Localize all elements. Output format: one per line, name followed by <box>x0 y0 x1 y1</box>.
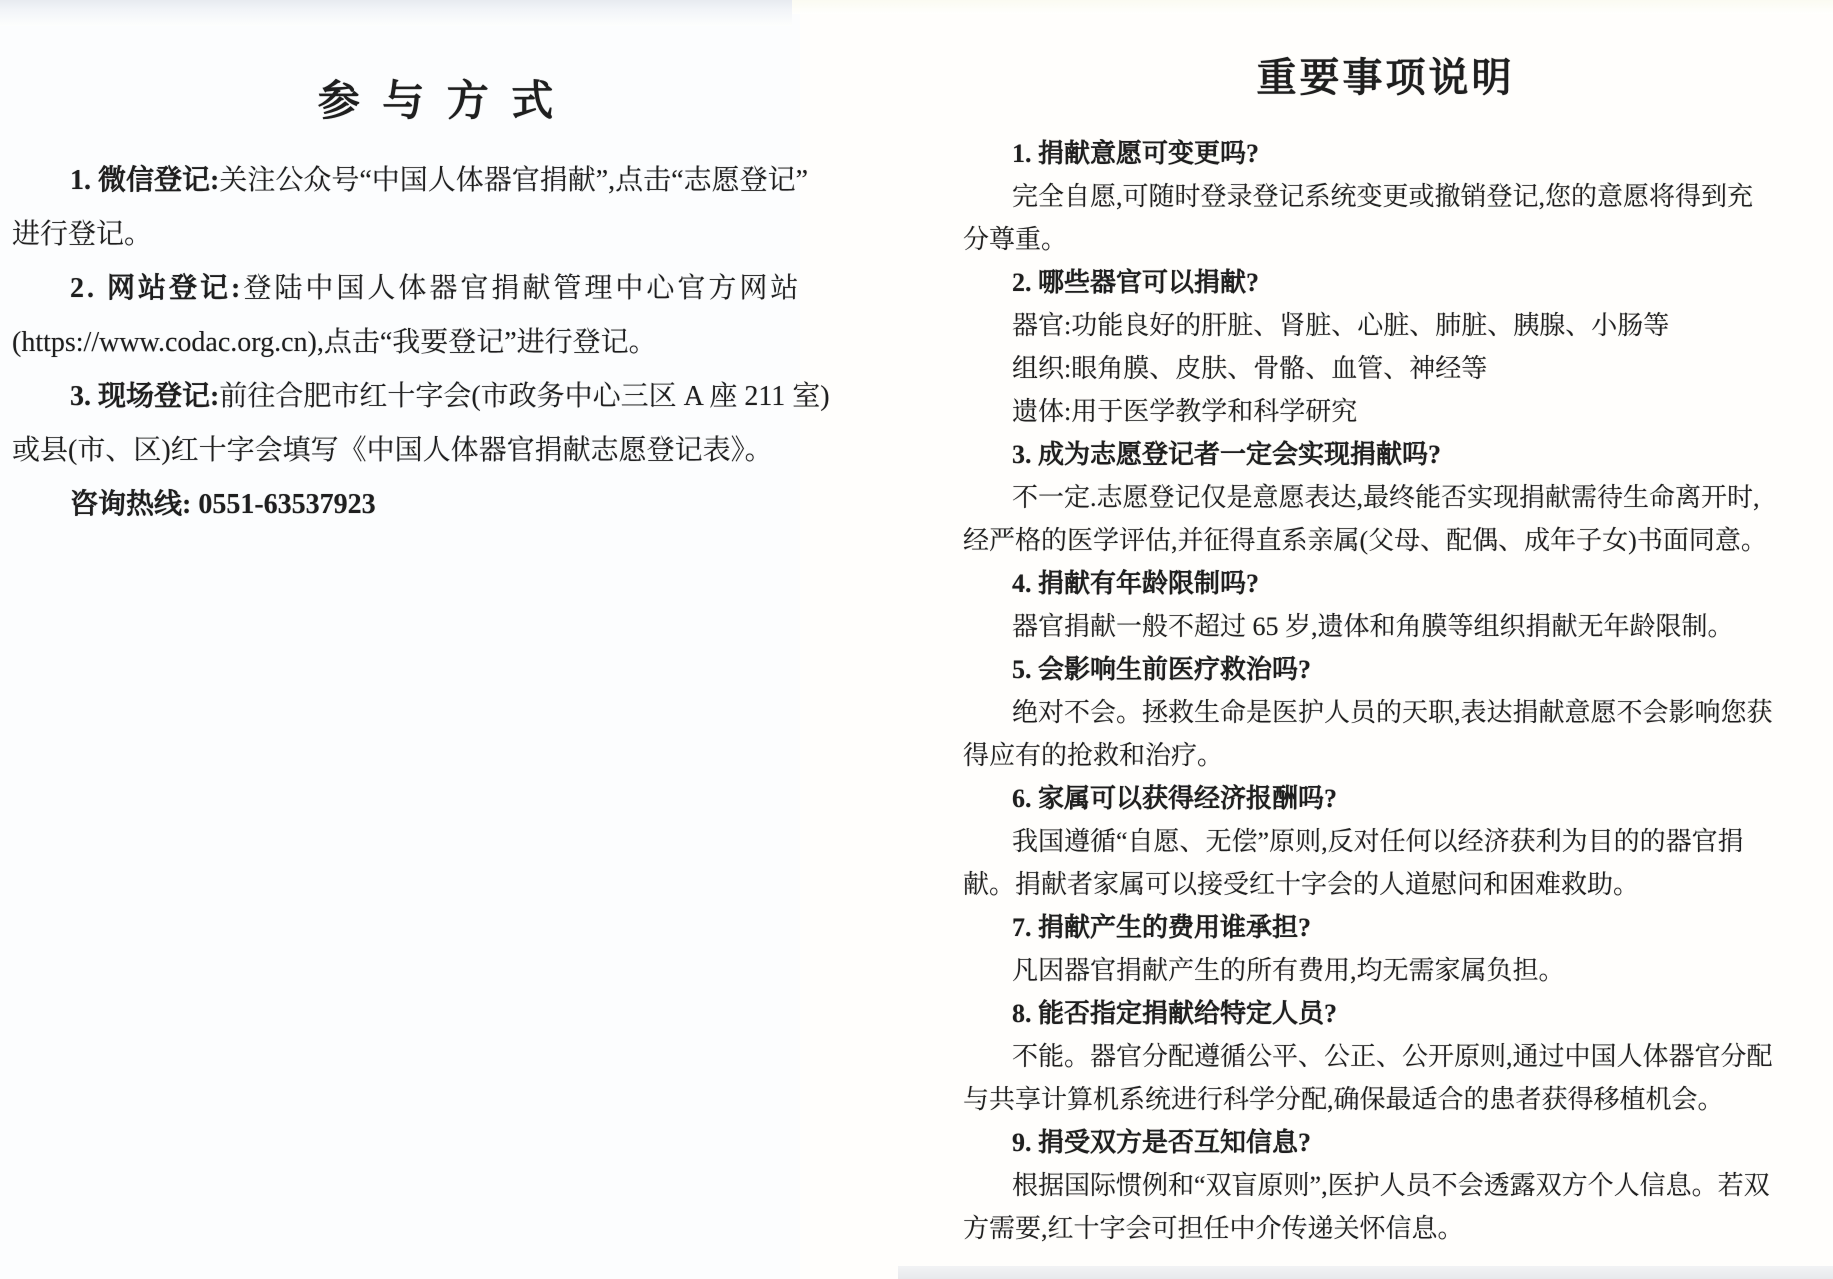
question-2: 2. 哪些器官可以捐献? <box>1012 268 1260 297</box>
answer-8-line-2: 与共享计算机系统进行科学分配,确保最适合的患者获得移植机会。 <box>963 1085 1724 1114</box>
answer-9-line-2: 方需要,红十字会可担任中介传递关怀信息。 <box>963 1214 1464 1243</box>
answer-3-line-2: 经严格的医学评估,并征得直系亲属(父母、配偶、成年子女)书面同意。 <box>963 526 1767 555</box>
question-6: 6. 家属可以获得经济报酬吗? <box>1012 784 1338 813</box>
answer-8-line-1: 不能。器官分配遵循公平、公正、公开原则,通过中国人体器官分配 <box>1012 1042 1773 1071</box>
wechat-registration-line-1 <box>12 154 912 208</box>
website-registration-line-1 <box>12 262 912 316</box>
wechat-registration-text: 关注公众号“中国人体器官捐献”,点击“志愿登记” <box>219 165 809 196</box>
answer-5-line-2: 得应有的抢救和治疗。 <box>963 741 1224 770</box>
codac-url-text: (https://www.codac.org.cn),点击“我要登记”进行登记。 <box>12 327 657 358</box>
answer-6-line-2: 献。捐献者家属可以接受红十字会的人道慰问和困难救助。 <box>963 870 1640 899</box>
wechat-registration-label: 1. 微信登记: <box>70 165 220 196</box>
wechat-registration-text-cont: 进行登记。 <box>12 219 153 250</box>
answer-3-line-1: 不一定.志愿登记仅是意愿表达,最终能否实现捐献需待生命离开时, <box>1012 483 1760 512</box>
answer-7: 凡因器官捐献产生的所有费用,均无需家属负担。 <box>1012 956 1565 985</box>
answer-1-line-2: 分尊重。 <box>963 225 1068 254</box>
website-registration-text: 登陆中国人体器官捐献管理中心官方网站 <box>243 273 802 304</box>
website-registration-label: 2. 网站登记: <box>70 273 244 304</box>
scan-artifact-top-strip <box>0 0 792 26</box>
wechat-registration-line-2 <box>12 208 912 262</box>
scan-artifact-top-right-strip <box>792 0 1833 14</box>
question-4: 4. 捐献有年龄限制吗? <box>1012 569 1260 598</box>
answer-6-line-1: 我国遵循“自愿、无偿”原则,反对任何以经济获利为目的的器官捐 <box>1012 827 1744 856</box>
scan-artifact-bottom-strip <box>898 1266 1833 1279</box>
answer-1-line-1: 完全自愿,可随时登录登记系统变更或撤销登记,您的意愿将得到充 <box>1012 182 1754 211</box>
question-9: 9. 捐受双方是否互知信息? <box>1012 1128 1312 1157</box>
left-page-title: 参 与 方 式 <box>317 79 560 125</box>
answer-2-tissues: 组织:眼角膜、皮肤、骨骼、血管、神经等 <box>1012 354 1488 383</box>
question-1: 1. 捐献意愿可变更吗? <box>1012 139 1260 168</box>
answer-2-body: 遗体:用于医学教学和科学研究 <box>1012 397 1358 426</box>
onsite-registration-label: 3. 现场登记: <box>70 381 220 412</box>
question-3: 3. 成为志愿登记者一定会实现捐献吗? <box>1012 440 1442 469</box>
answer-4: 器官捐献一般不超过 65 岁,遗体和角膜等组织捐献无年龄限制。 <box>1012 612 1734 641</box>
question-7: 7. 捐献产生的费用谁承担? <box>1012 913 1312 942</box>
answer-9-line-1: 根据国际惯例和“双盲原则”,医护人员不会透露双方个人信息。若双 <box>1012 1171 1770 1200</box>
onsite-registration-text-cont: 或县(市、区)红十字会填写《中国人体器官捐献志愿登记表》。 <box>12 435 773 466</box>
right-page-body <box>963 132 1833 1250</box>
right-page-title: 重要事项说明 <box>1256 55 1515 100</box>
answer-5-line-1: 绝对不会。拯救生命是医护人员的天职,表达捐献意愿不会影响您获 <box>1012 698 1773 727</box>
website-registration-line-2 <box>12 316 912 370</box>
onsite-registration-line-1 <box>12 370 912 424</box>
onsite-registration-line-2 <box>12 424 912 478</box>
hotline-line <box>12 478 912 532</box>
hotline-label: 咨询热线: 0551-63537923 <box>70 489 376 520</box>
onsite-registration-text: 前往合肥市红十字会(市政务中心三区 A 座 211 室) <box>219 381 830 412</box>
answer-2-organs: 器官:功能良好的肝脏、肾脏、心脏、肺脏、胰腺、小肠等 <box>1012 311 1670 340</box>
question-5: 5. 会影响生前医疗救治吗? <box>1012 655 1312 684</box>
question-8: 8. 能否指定捐献给特定人员? <box>1012 999 1338 1028</box>
left-page-body <box>12 154 912 532</box>
